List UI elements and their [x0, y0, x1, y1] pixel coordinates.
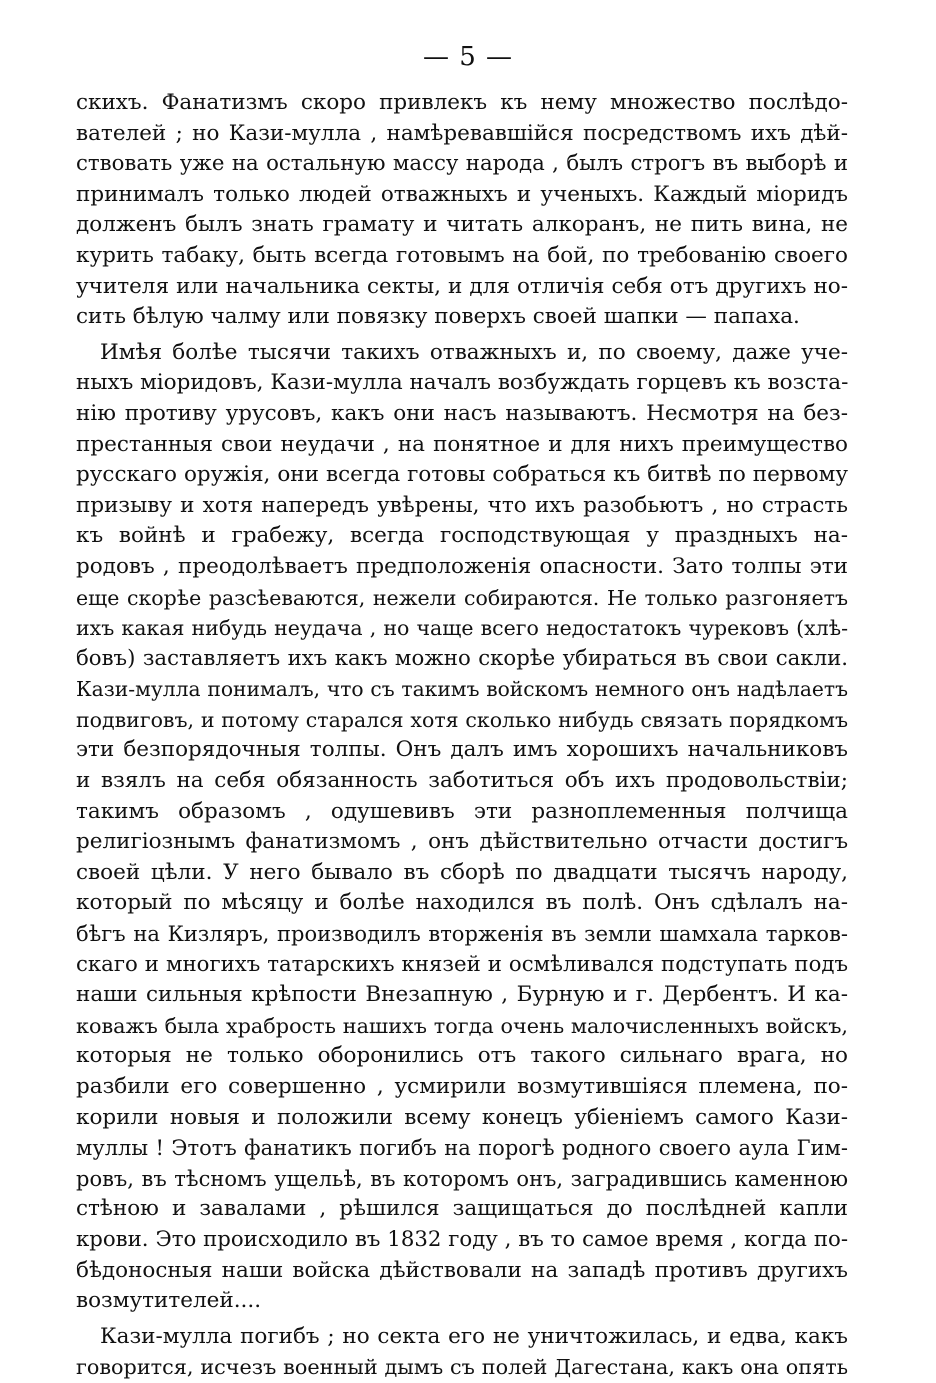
- text-line: муллы ! Этотъ фанатикъ погибъ на порогѣ родного своего аула Гим-: [76, 1136, 848, 1161]
- text-line: къ войнѣ и грабежу, всегда господствующая у праздныхъ на-: [76, 523, 848, 549]
- text-line: принималъ только людей отважныхъ и ученыхъ. Каждый міоридъ: [76, 181, 848, 207]
- text-line: ствовать уже на остальную массу народа , былъ строгъ въ выборѣ и: [76, 151, 848, 177]
- text-line: престанныя свои неудачи , на понятное и для нихъ преимущество: [76, 431, 848, 457]
- text-line: разбили его совершенно , усмирили возмутившіяся племена, по-: [76, 1074, 848, 1099]
- text-line: ихъ какая нибудь неудача , но чаще всего недостатокъ чурековъ (хлѣ-: [76, 616, 848, 641]
- page-number: — 5 —: [422, 42, 514, 72]
- text-line: нію противу урусовъ, какъ они насъ называютъ. Несмотря на без-: [76, 400, 848, 426]
- text-line: ровъ, въ тѣсномъ ущельѣ, въ которомъ онъ, заградившись каменною: [76, 1166, 848, 1191]
- text-line: скаго и многихъ татарскихъ князей и осмѣливался подступать подъ: [76, 951, 848, 977]
- text-line: сить бѣлую чалму или повязку поверхъ своей шапки — папаха.: [76, 304, 800, 330]
- text-line: эти безпорядочныя толпы. Онъ далъ имъ хорошихъ начальниковъ: [76, 737, 848, 763]
- text-line: Кази-мулла понималъ, что съ такимъ войскомъ немного онъ надѣлаетъ: [76, 677, 848, 702]
- text-line: своей цѣли. У него бывало въ сборѣ по двадцати тысячъ народу,: [76, 859, 848, 885]
- text-line: наши сильныя крѣпости Внезапную , Бурную и г. Дербентъ. И ка-: [76, 982, 848, 1008]
- text-line: Имѣя болѣе тысячи такихъ отважныхъ и, по своему, даже уче-: [100, 339, 848, 365]
- text-line: Кази-мулла погибъ ; но секта его не уничтожилась, и едва, какъ: [100, 1323, 848, 1349]
- text-line: скихъ. Фанатизмъ скоро привлекъ къ нему множество послѣдо-: [76, 90, 848, 115]
- paragraph: [76, 88, 848, 333]
- text-line: который по мѣсяцу и болѣе находился въ полѣ. Онъ сдѣлалъ на-: [76, 890, 848, 916]
- text-line: бѣдоносныя наши войска дѣйствовали на западѣ противъ другихъ: [76, 1257, 848, 1283]
- text-line: корили новыя и положили всему конецъ убіеніемъ самого Кази-: [76, 1104, 848, 1130]
- text-line: стѣною и завалами , рѣшился защищаться до послѣдней капли: [76, 1196, 848, 1222]
- text-line: и взялъ на себя обязанность заботиться объ ихъ продовольствіи;: [76, 768, 848, 794]
- text-line: бѣгъ на Кизляръ, производилъ вторженія въ земли шамхала тарков-: [76, 922, 848, 947]
- text-line: курить табаку, быть всегда готовымъ на бой, по требованію своего: [76, 242, 848, 268]
- text-line: долженъ былъ знать грамату и читать алкоранъ, не пить вина, не: [76, 212, 848, 238]
- text-line: коважъ была храбрость нашихъ тогда очень малочисленныхъ войскъ,: [76, 1013, 848, 1038]
- paragraph: [76, 338, 848, 1317]
- text-line: говорится, исчезъ военный дымъ съ полей Дагестана, какъ она опять: [76, 1355, 848, 1380]
- text-line: призыву и хотя напередъ увѣрены, что ихъ разобьютъ , но страсть: [76, 492, 848, 518]
- text-line: которыя не только оборонились отъ такого сильнаго врага, но: [76, 1043, 848, 1069]
- text-line: родовъ , преодолѣваетъ предположенія опасности. Зато толпы эти: [76, 553, 848, 579]
- text-line: крови. Это происходило въ 1832 году , въ то самое время , когда по-: [76, 1226, 848, 1252]
- text-line: религіознымъ фанатизмомъ , онъ дѣйствительно отчасти достигъ: [76, 829, 848, 855]
- text-line: вателей ; но Кази-мулла , намѣревавшійся посредствомъ ихъ дѣй-: [76, 120, 848, 146]
- page-body: [76, 88, 848, 1383]
- text-line: такимъ образомъ , одушевивъ эти разноплеменныя полчища: [76, 798, 848, 824]
- text-line: ныхъ міоридовъ, Кази-мулла началъ возбуждать горцевъ къ возста-: [76, 370, 848, 396]
- text-line: учителя или начальника секты, и для отличія себя отъ другихъ но-: [76, 273, 848, 299]
- text-line: подвиговъ, и потому старался хотя сколько нибудь связать порядкомъ: [76, 707, 848, 732]
- paragraph: [76, 1322, 848, 1383]
- text-line: возмутителей....: [76, 1288, 262, 1314]
- text-line: бовъ) заставляетъ ихъ какъ можно скорѣе убираться въ свои сакли.: [76, 645, 848, 671]
- text-line: русскаго оружія, они всегда готовы собраться къ битвѣ по первому: [76, 462, 848, 488]
- text-line: еще скорѣе разсѣеваются, нежели собираются. Не только разгоняетъ: [76, 585, 848, 610]
